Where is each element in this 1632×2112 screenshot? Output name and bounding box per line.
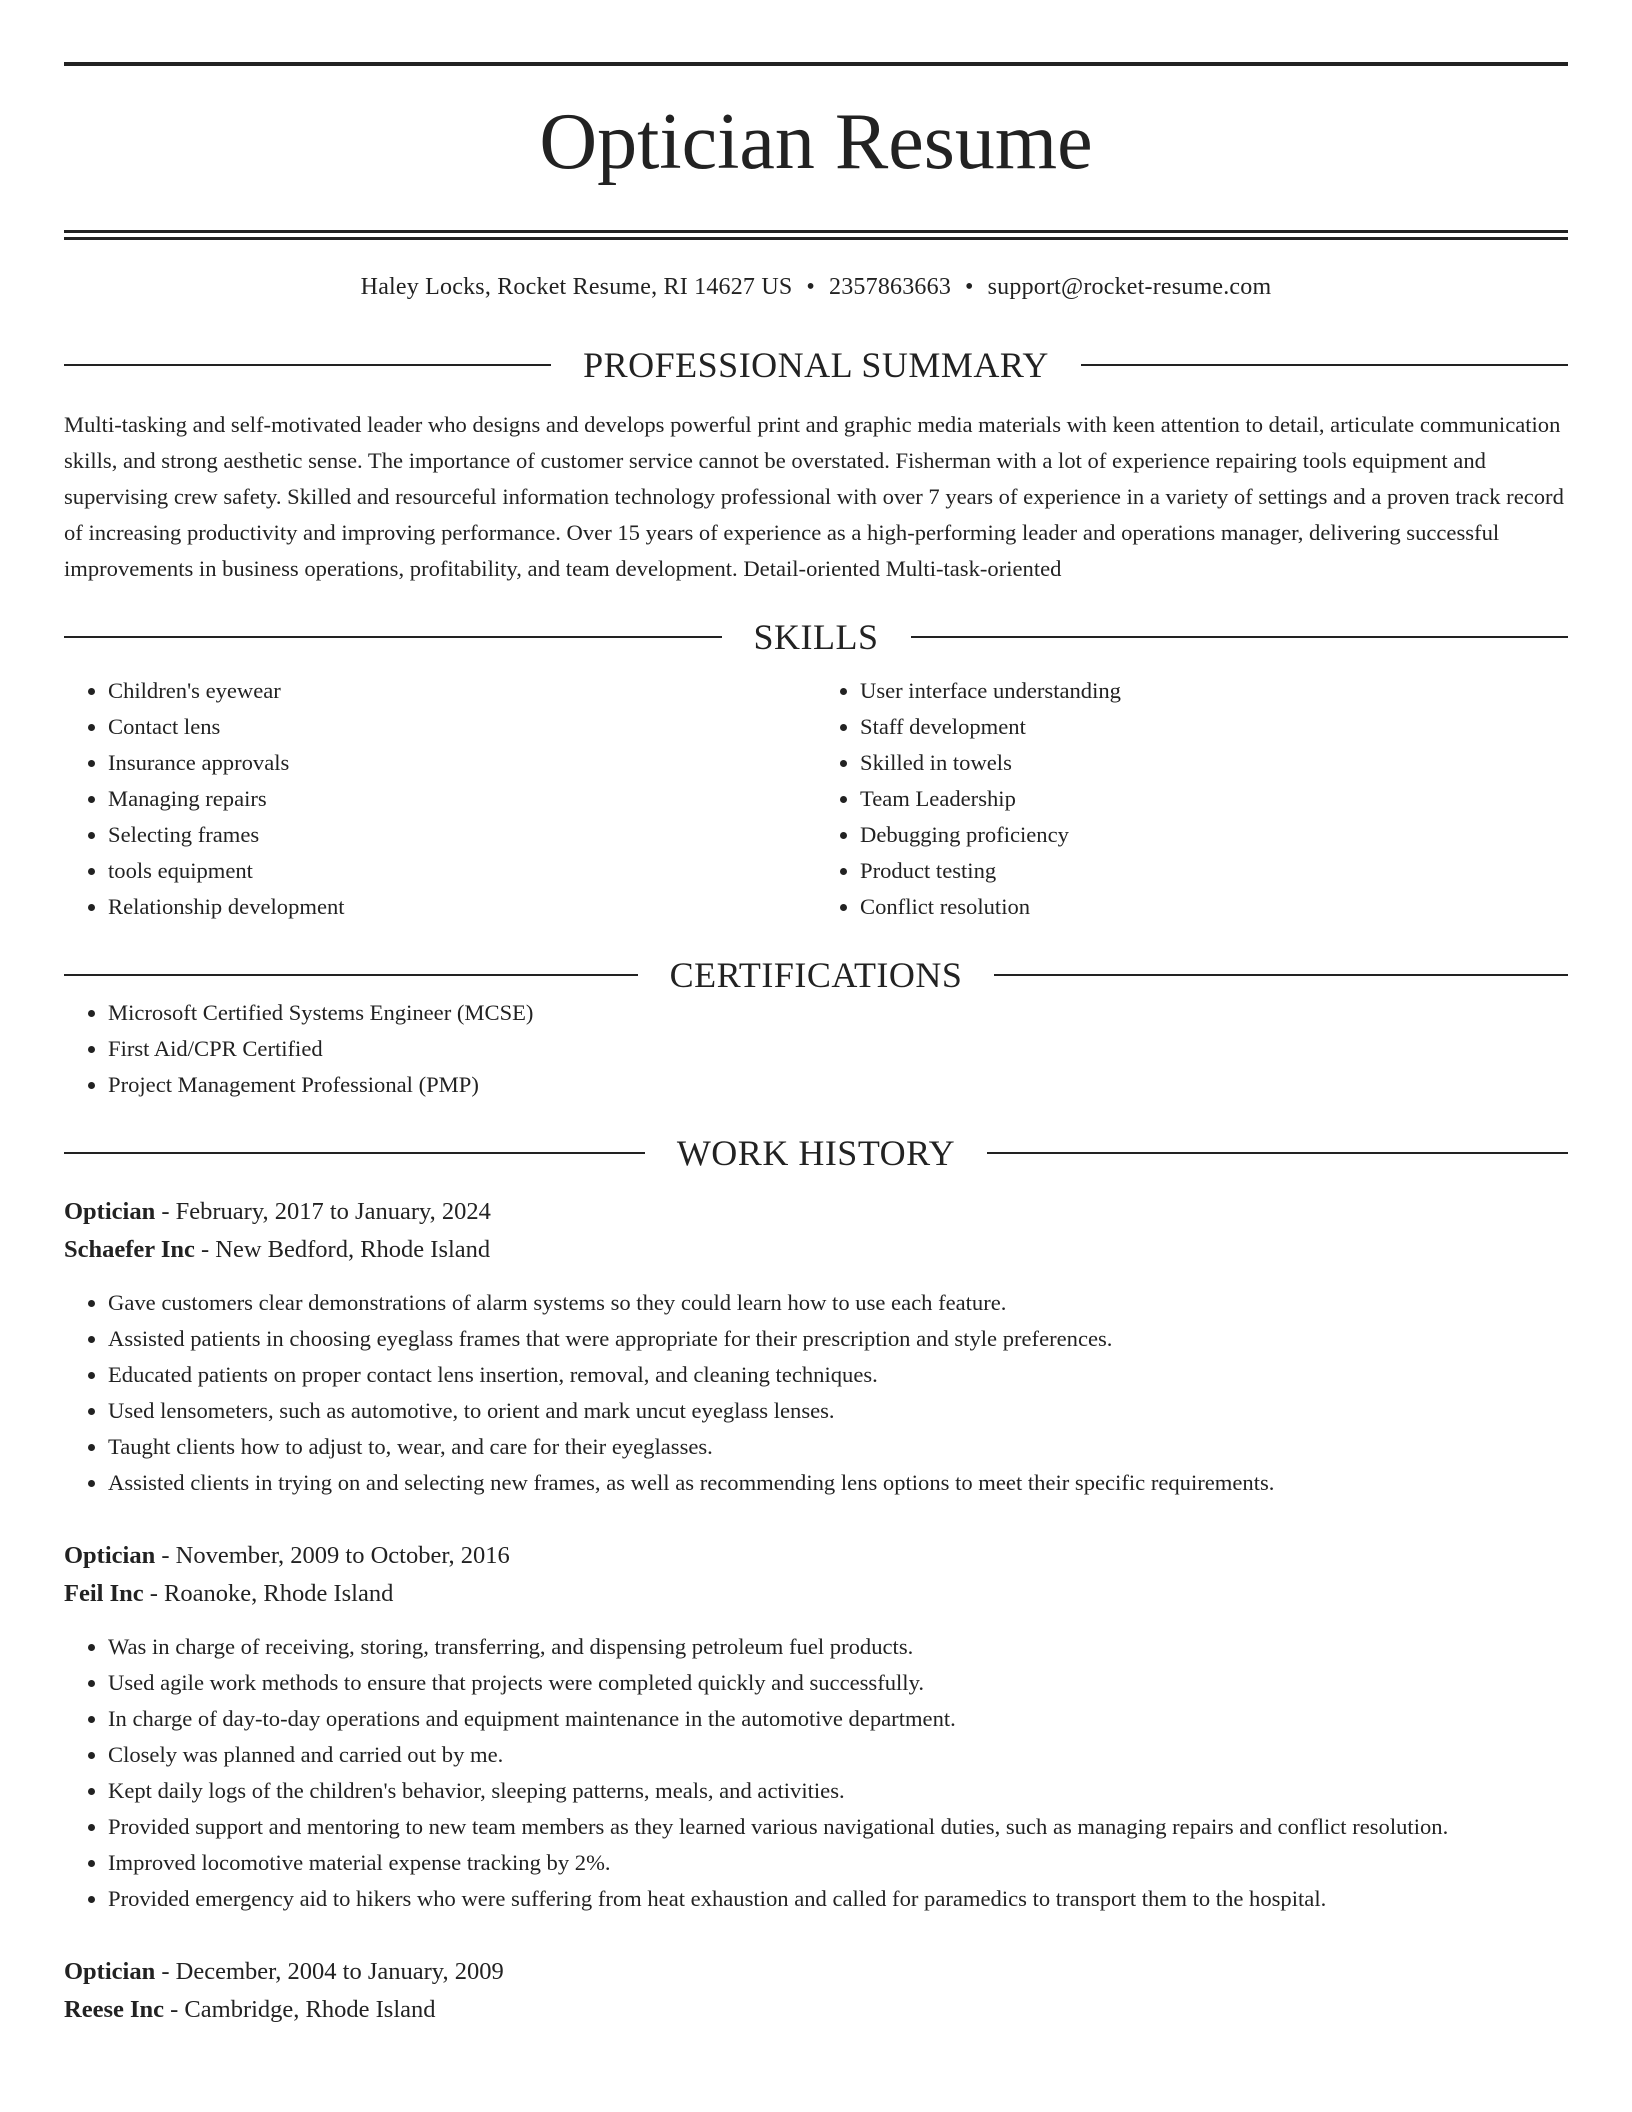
heading-rule-left [64,974,638,976]
job-entry [64,1953,1568,2029]
contact-separator: • [965,274,974,300]
skill-item: • Skilled in towels [860,745,1568,781]
skill-item: • Selecting frames [108,817,816,853]
skill-item: • Contact lens [108,709,816,745]
resume-page [64,0,1568,2029]
job-duty-item: • Taught clients how to adjust to, wear, and care for their eyeglasses. [108,1429,1568,1465]
job-dates: - December, 2004 to January, 2009 [155,1958,504,1985]
job-duty-item: • Used agile work methods to ensure that projects were completed quickly and successfully. [108,1665,1568,1701]
job-duty-item: • Educated patients on proper contact lens insertion, removal, and cleaning techniques. [108,1357,1568,1393]
skills-heading-label: SKILLS [753,617,879,657]
job-location: - Cambridge, Rhode Island [164,1996,436,2023]
job-title-line [64,1537,1568,1575]
job-duty-item: • Kept daily logs of the children's behavior, sleeping patterns, meals, and activities. [108,1773,1568,1809]
certification-item: • Project Management Professional (PMP) [108,1067,1568,1103]
job-title: Optician [64,1198,156,1225]
job-company-line [64,1991,1568,2029]
skill-item: • Team Leadership [860,781,1568,817]
skills-columns [64,673,1568,925]
skill-item: • Children's eyewear [108,673,816,709]
heading-rule-right [911,636,1569,638]
certifications-section-heading [64,955,1568,995]
job-duty-item: • Assisted clients in trying on and selecting new frames, as well as recommending lens options to meet their specific requirements. [108,1465,1568,1501]
heading-rule-left [64,364,551,366]
job-dates: - November, 2009 to October, 2016 [155,1542,510,1569]
job-title-line [64,1193,1568,1231]
skills-list-left [64,673,816,925]
work-section-heading [64,1133,1568,1173]
skill-item: • Debugging proficiency [860,817,1568,853]
contact-address: Haley Locks, Rocket Resume, RI 14627 US [360,274,793,300]
job-duty-item: • Assisted patients in choosing eyeglass frames that were appropriate for their prescription and style preferences. [108,1321,1568,1357]
job-entry [64,1537,1568,1917]
job-title: Optician [64,1542,156,1569]
job-duty-item: • Closely was planned and carried out by me. [108,1737,1568,1773]
title-double-rule [64,230,1568,240]
summary-section-heading [64,345,1568,385]
contact-separator: • [806,274,816,300]
contact-phone: 2357863663 [829,274,952,300]
skill-item: • Insurance approvals [108,745,816,781]
skill-item: • Relationship development [108,889,816,925]
job-location: - New Bedford, Rhode Island [194,1236,491,1263]
job-duty-item: • Improved locomotive material expense tracking by 2%. [108,1845,1568,1881]
job-duty-item: • Used lensometers, such as automotive, to orient and mark uncut eyeglass lenses. [108,1393,1568,1429]
skill-item: • tools equipment [108,853,816,889]
job-duty-item: • Provided support and mentoring to new team members as they learned various navigational duties, such as managing repairs and conflict resolution. [108,1809,1568,1845]
skills-section-heading [64,617,1568,657]
job-title: Optician [64,1958,156,1985]
skill-item: • Product testing [860,853,1568,889]
job-company-line [64,1575,1568,1613]
skill-item: • Conflict resolution [860,889,1568,925]
job-location: - Roanoke, Rhode Island [143,1580,394,1607]
certification-item: • Microsoft Certified Systems Engineer (MCSE) [108,995,1568,1031]
job-company: Feil Inc [64,1580,144,1607]
job-duties-list [64,1285,1568,1501]
skill-item: • User interface understanding [860,673,1568,709]
heading-rule-left [64,1152,645,1154]
job-duty-item: • Gave customers clear demonstrations of alarm systems so they could learn how to use each feature. [108,1285,1568,1321]
skills-list-right [816,673,1568,925]
certifications-heading-label: CERTIFICATIONS [669,955,963,995]
job-duty-item: • In charge of day-to-day operations and equipment maintenance in the automotive department. [108,1701,1568,1737]
job-company: Schaefer Inc [64,1236,195,1263]
heading-rule-right [987,1152,1568,1154]
certification-item: • First Aid/CPR Certified [108,1031,1568,1067]
top-rule [64,62,1568,66]
work-history-list [64,1193,1568,2029]
job-title-line [64,1953,1568,1991]
certifications-list [64,995,1568,1103]
resume-title: Optician Resume [539,98,1093,186]
job-entry [64,1193,1568,1501]
summary-text: Multi-tasking and self-motivated leader who designs and develops powerful print and graphic media materials with keen attention to detail, articulate communication skills, and strong aesthetic sense. The importance of customer service cannot be overstated. Fisherman with a lot of experience repairing tools equipment and supervising crew safety. Skilled and resourceful information technology professional with over 7 years of experience in a variety of settings and a proven track record of increasing productivity and improving performance. Over 15 years of experience as a high-performing leader and operations manager, delivering successful improvements in business operations, profitability, and team development. Detail-oriented Multi-task-oriented [64,412,1564,581]
contact-line [64,271,1568,303]
job-duty-item: • Was in charge of receiving, storing, transferring, and dispensing petroleum fuel products. [108,1629,1568,1665]
skill-item: • Staff development [860,709,1568,745]
skill-item: • Managing repairs [108,781,816,817]
job-company: Reese Inc [64,1996,165,2023]
heading-rule-right [994,974,1568,976]
job-company-line [64,1231,1568,1269]
job-duty-item: • Provided emergency aid to hikers who were suffering from heat exhaustion and called for paramedics to transport them to the hospital. [108,1881,1568,1917]
summary-heading-label: PROFESSIONAL SUMMARY [583,345,1049,385]
work-heading-label: WORK HISTORY [676,1133,956,1173]
job-duties-list [64,1629,1568,1917]
contact-email: support@rocket-resume.com [987,274,1272,300]
heading-rule-right [1081,364,1568,366]
job-dates: - February, 2017 to January, 2024 [155,1198,491,1225]
heading-rule-left [64,636,722,638]
